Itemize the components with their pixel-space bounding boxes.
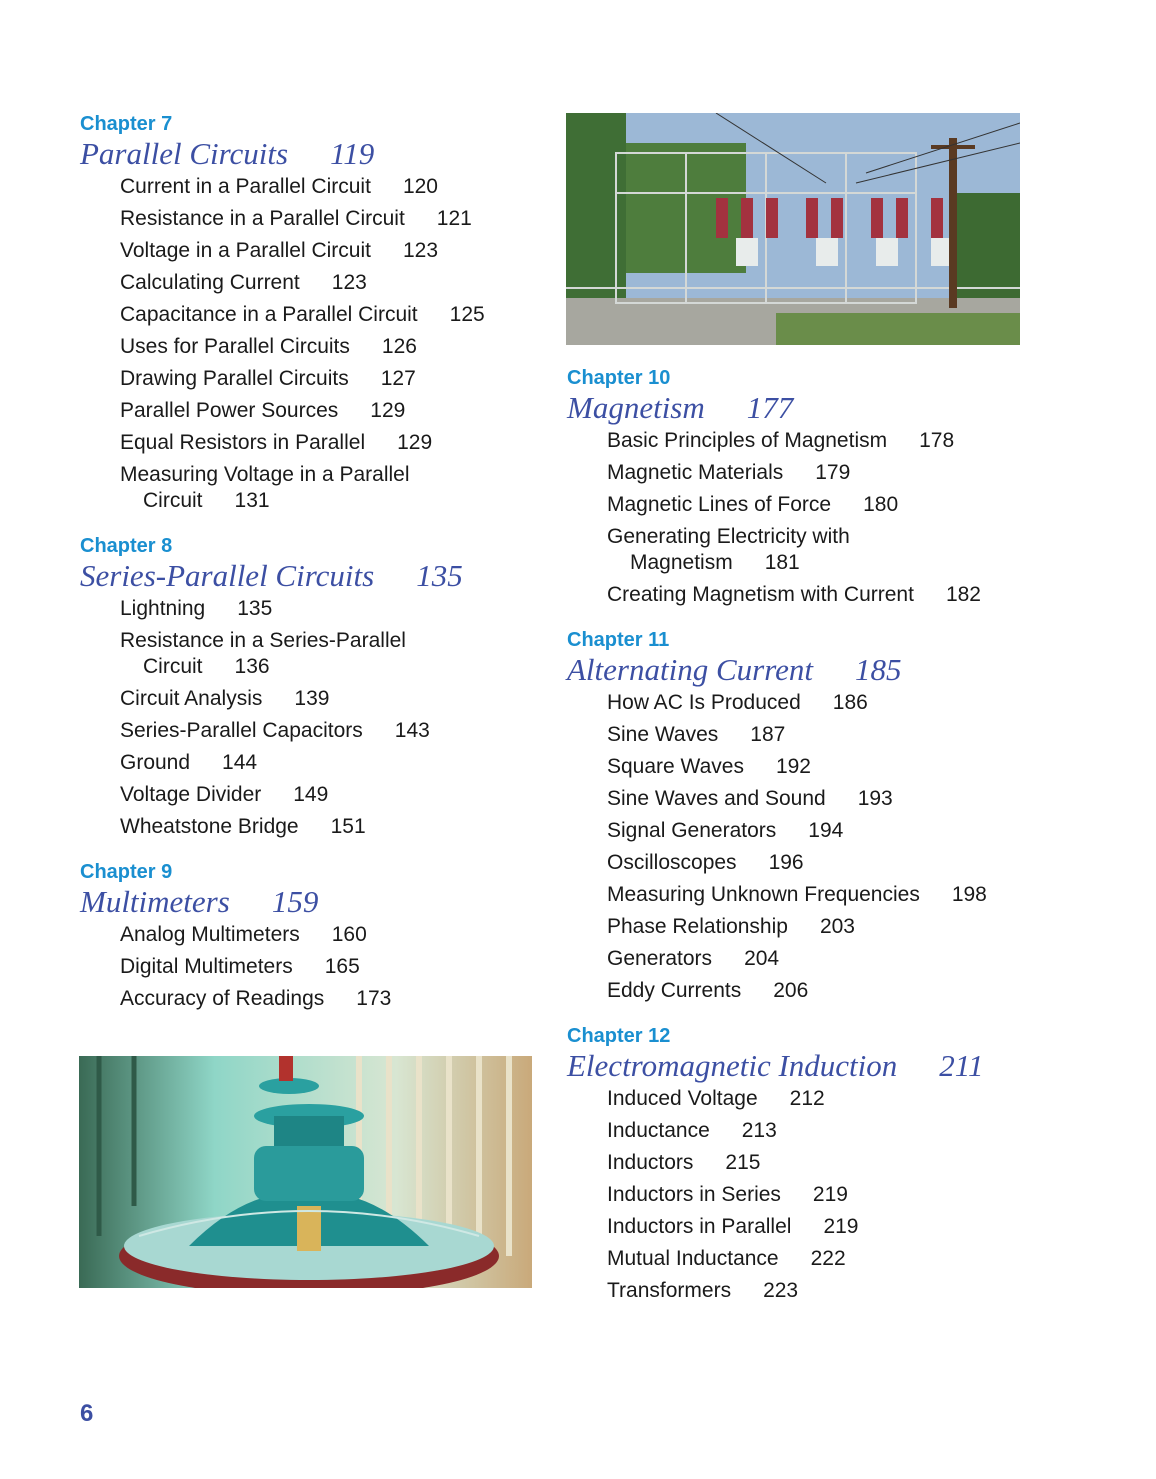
toc-entry-page: 193	[857, 787, 893, 810]
toc-entry[interactable]	[80, 782, 530, 814]
toc-entry-title: Inductance	[607, 1119, 710, 1142]
toc-entry[interactable]	[80, 686, 530, 718]
chapter-page-number: 185	[855, 652, 902, 687]
toc-entry-page: 181	[764, 551, 800, 574]
toc-entry-page: 123	[402, 239, 439, 262]
toc-entry-title: Capacitance in a Parallel Circuit	[120, 303, 418, 326]
toc-entry[interactable]	[80, 628, 530, 686]
chapter-section	[80, 534, 530, 846]
toc-entry[interactable]	[80, 750, 530, 782]
toc-entry-page: 129	[397, 431, 433, 454]
toc-entry[interactable]	[80, 718, 530, 750]
toc-entry-page: 143	[394, 719, 430, 742]
toc-entry-title: Series-Parallel Capacitors	[120, 719, 363, 742]
toc-entry-title: Uses for Parallel Circuits	[120, 335, 350, 358]
toc-entry-title: Eddy Currents	[607, 979, 742, 1002]
toc-entry-page: 151	[330, 815, 366, 838]
toc-entry-title: Inductors in Parallel	[607, 1215, 792, 1238]
chapter-page-number: 177	[746, 390, 794, 425]
toc-entry[interactable]	[567, 1086, 1037, 1118]
toc-entry-page: 182	[945, 583, 981, 606]
chapter-label: Chapter 10	[567, 367, 671, 389]
toc-entry[interactable]	[567, 882, 1037, 914]
chapter-title-text: Magnetism	[567, 390, 705, 425]
toc-entry-title: Equal Resistors in Parallel	[120, 431, 366, 454]
toc-entry[interactable]	[567, 818, 1037, 850]
chapter-page-number: 135	[416, 558, 463, 593]
toc-entry-page: 196	[768, 851, 804, 874]
right-toc-column	[567, 366, 1037, 1324]
toc-entry-page: 160	[331, 923, 367, 946]
toc-entry-page: 223	[763, 1279, 799, 1302]
toc-entry-page: 219	[823, 1215, 859, 1238]
toc-entry[interactable]	[567, 1246, 1037, 1278]
toc-entry-title: Ground	[120, 751, 191, 774]
toc-entry[interactable]	[567, 722, 1037, 754]
chapter-section	[567, 1024, 1037, 1310]
toc-entry[interactable]	[80, 462, 530, 520]
toc-entry[interactable]	[80, 922, 530, 954]
toc-entry-page: 139	[294, 687, 330, 710]
chapter-section	[80, 112, 530, 520]
toc-entry-title: Digital Multimeters	[120, 955, 293, 978]
toc-entry-title: Calculating Current	[120, 271, 300, 294]
toc-entry-title-cont: Circuit	[143, 489, 203, 512]
chapter-title[interactable]	[80, 558, 530, 594]
toc-entry-title: Generating Electricity with	[607, 525, 850, 548]
toc-entry-title: Phase Relationship	[607, 915, 788, 938]
toc-entry[interactable]	[567, 1182, 1037, 1214]
toc-entry-title: Current in a Parallel Circuit	[120, 175, 371, 198]
toc-entry-title-cont: Circuit	[143, 655, 203, 678]
toc-entry-title: Basic Principles of Magnetism	[607, 429, 888, 452]
chapter-page-number: 119	[330, 136, 375, 171]
toc-entry-title: Mutual Inductance	[607, 1247, 779, 1270]
toc-entry-page: 204	[744, 947, 780, 970]
toc-entry-page: 215	[725, 1151, 761, 1174]
chapter-page-number: 211	[939, 1048, 984, 1083]
toc-entry[interactable]	[80, 986, 530, 1018]
toc-entry-title: Lightning	[120, 597, 206, 620]
toc-entry[interactable]	[80, 814, 530, 846]
toc-entry-page: 206	[773, 979, 809, 1002]
toc-entry[interactable]	[567, 946, 1037, 978]
toc-entry-title: Voltage in a Parallel Circuit	[120, 239, 371, 262]
substation-image	[566, 113, 1020, 345]
chapter-title[interactable]	[567, 652, 1037, 688]
toc-entry[interactable]	[80, 596, 530, 628]
electrical-substation-photo	[566, 113, 1020, 345]
toc-entry-title: Magnetic Lines of Force	[607, 493, 832, 516]
chapter-title-text: Electromagnetic Induction	[567, 1048, 898, 1083]
toc-entry-title: Drawing Parallel Circuits	[120, 367, 349, 390]
toc-entry-page: 121	[436, 207, 472, 230]
toc-entry-title-cont: Magnetism	[630, 551, 733, 574]
chapter-title-text: Multimeters	[80, 884, 230, 919]
toc-entry-title: Creating Magnetism with Current	[607, 583, 914, 606]
toc-entry-page: 198	[951, 883, 987, 906]
generator-hall-image	[79, 1056, 532, 1288]
toc-entry[interactable]	[567, 1150, 1037, 1182]
toc-entry[interactable]	[80, 302, 530, 334]
toc-entry-page: 173	[356, 987, 392, 1010]
toc-entry-title: Transformers	[607, 1279, 732, 1302]
toc-entry-title: Measuring Voltage in a Parallel	[120, 463, 410, 486]
toc-entry-page: 123	[331, 271, 367, 294]
toc-entry-title: Circuit Analysis	[120, 687, 263, 710]
toc-entry[interactable]	[567, 786, 1037, 818]
toc-entry-page: 136	[234, 655, 270, 678]
toc-entry-page: 180	[863, 493, 899, 516]
chapter-section	[567, 628, 1037, 1010]
toc-entry[interactable]	[567, 978, 1037, 1010]
toc-entry[interactable]	[80, 238, 530, 270]
toc-entry-title: Magnetic Materials	[607, 461, 784, 484]
toc-entry[interactable]	[80, 366, 530, 398]
toc-entry-page: 213	[741, 1119, 777, 1142]
toc-entry[interactable]	[80, 270, 530, 302]
chapter-title-text: Parallel Circuits	[80, 136, 289, 171]
toc-entry[interactable]	[80, 954, 530, 986]
toc-entry[interactable]	[567, 754, 1037, 786]
page-number: 6	[80, 1400, 94, 1427]
toc-entry[interactable]	[567, 460, 1037, 492]
toc-entry[interactable]	[80, 206, 530, 238]
chapter-title[interactable]	[80, 136, 530, 172]
toc-entry-page: 179	[815, 461, 851, 484]
toc-entry[interactable]	[80, 398, 530, 430]
toc-entry-title: Inductors in Series	[607, 1183, 781, 1206]
toc-entry-page: 222	[810, 1247, 846, 1270]
toc-entry[interactable]	[567, 1118, 1037, 1150]
toc-entry-title: Induced Voltage	[607, 1087, 758, 1110]
chapter-label: Chapter 12	[567, 1025, 671, 1047]
toc-entry-page: 125	[449, 303, 485, 326]
toc-entry[interactable]	[567, 914, 1037, 946]
toc-entry[interactable]	[567, 524, 1037, 582]
toc-entry[interactable]	[80, 174, 530, 206]
toc-entry-page: 120	[402, 175, 438, 198]
chapter-title-text: Alternating Current	[567, 652, 813, 687]
toc-entry-title: Oscilloscopes	[607, 851, 737, 874]
left-toc-column	[80, 112, 530, 1032]
toc-entry-page: 144	[222, 751, 258, 774]
toc-entry-page: 192	[775, 755, 811, 778]
toc-entry-title: Accuracy of Readings	[120, 987, 325, 1010]
toc-entry-page: 165	[324, 955, 360, 978]
toc-entry[interactable]	[567, 1214, 1037, 1246]
chapter-title[interactable]	[567, 390, 1037, 426]
toc-entry-page: 126	[381, 335, 417, 358]
chapter-title[interactable]	[567, 1048, 1037, 1084]
chapter-label: Chapter 7	[80, 113, 173, 135]
toc-entry-page: 203	[819, 915, 855, 938]
toc-entry-page: 187	[750, 723, 786, 746]
toc-entry[interactable]	[567, 850, 1037, 882]
toc-entry-title: Measuring Unknown Frequencies	[607, 883, 920, 906]
toc-entry-page: 212	[789, 1087, 825, 1110]
toc-entry[interactable]	[80, 334, 530, 366]
chapter-section	[567, 366, 1037, 614]
toc-entry[interactable]	[567, 690, 1037, 722]
toc-entry[interactable]	[567, 428, 1037, 460]
toc-entry-page: 135	[237, 597, 273, 620]
toc-entry-title: Wheatstone Bridge	[120, 815, 299, 838]
chapter-title[interactable]	[80, 884, 530, 920]
toc-entry-title: Square Waves	[607, 755, 744, 778]
toc-entry-title: Resistance in a Series-Parallel	[120, 629, 406, 652]
chapter-title-text: Series-Parallel Circuits	[80, 558, 375, 593]
toc-entry-page: 178	[919, 429, 955, 452]
toc-entry-page: 131	[234, 489, 270, 512]
toc-entry-page: 129	[370, 399, 406, 422]
chapter-section	[80, 860, 530, 1018]
toc-entry-title: Sine Waves	[607, 723, 719, 746]
hydroelectric-generators-photo	[79, 1056, 532, 1288]
toc-entry-title: Parallel Power Sources	[120, 399, 339, 422]
toc-entry-page: 219	[812, 1183, 848, 1206]
toc-entry-title: Resistance in a Parallel Circuit	[120, 207, 405, 230]
toc-entry-title: Signal Generators	[607, 819, 777, 842]
toc-entry[interactable]	[567, 492, 1037, 524]
toc-entry-title: How AC Is Produced	[607, 691, 801, 714]
toc-entry-title: Generators	[607, 947, 713, 970]
toc-entry-page: 149	[293, 783, 329, 806]
toc-entry-page: 127	[380, 367, 416, 390]
toc-entry-title: Inductors	[607, 1151, 694, 1174]
chapter-label: Chapter 11	[567, 629, 670, 651]
chapter-label: Chapter 8	[80, 535, 173, 557]
toc-entry[interactable]	[80, 430, 530, 462]
toc-entry-page: 194	[808, 819, 844, 842]
toc-entry-title: Analog Multimeters	[120, 923, 300, 946]
chapter-page-number: 159	[271, 884, 319, 919]
toc-entry-title: Sine Waves and Sound	[607, 787, 826, 810]
toc-entry[interactable]	[567, 1278, 1037, 1310]
chapter-label: Chapter 9	[80, 861, 173, 883]
toc-entry-page: 186	[832, 691, 868, 714]
toc-entry[interactable]	[567, 582, 1037, 614]
toc-entry-title: Voltage Divider	[120, 783, 262, 806]
